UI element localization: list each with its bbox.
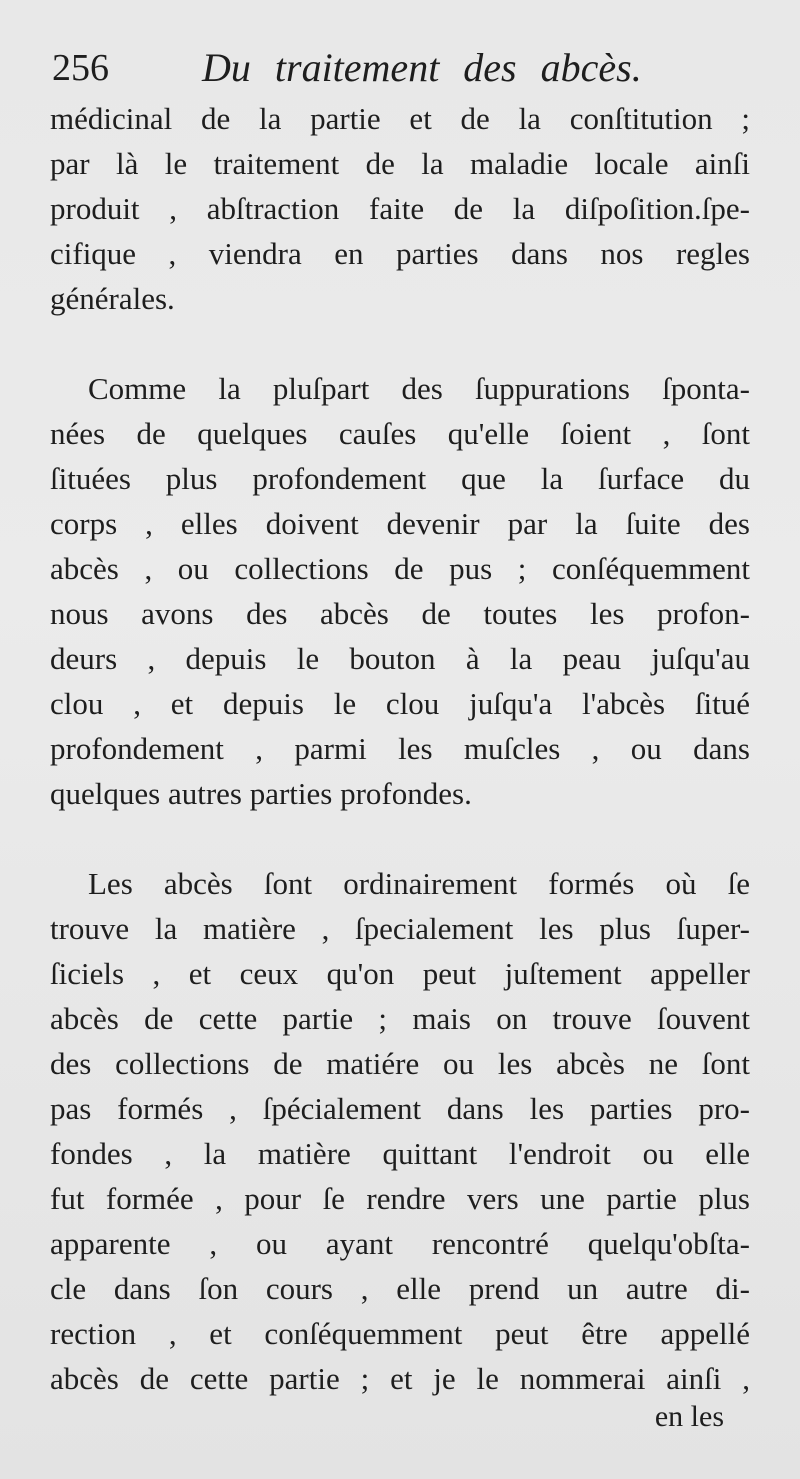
text-line: pas formés , ſpécialement dans les parties pro- bbox=[50, 1091, 750, 1126]
text-line: corps , elles doivent devenir par la ſuite des bbox=[50, 506, 750, 541]
text-line: nées de quelques cauſes qu'elle ſoient , ſont bbox=[50, 416, 750, 451]
paragraph-2 bbox=[50, 366, 750, 816]
paragraph-3 bbox=[50, 861, 750, 1401]
text-line: fondes , la matière quittant l'endroit ou elle bbox=[50, 1136, 750, 1171]
text-line: médicinal de la partie et de la conſtitution ; bbox=[50, 101, 750, 136]
page-header bbox=[52, 40, 740, 100]
text-line: cifique , viendra en parties dans nos regles bbox=[50, 236, 750, 271]
text-line: abcès , ou collections de pus ; conſéquemment bbox=[50, 551, 750, 586]
catchword: en les bbox=[654, 1400, 724, 1433]
text-line: trouve la matière , ſpecialement les plus ſuper- bbox=[50, 911, 750, 946]
text-line: ſituées plus profondement que la ſurface du bbox=[50, 461, 750, 496]
paragraph-gap bbox=[50, 816, 750, 861]
text-line: abcès de cette partie ; mais on trouve ſouvent bbox=[50, 1001, 750, 1036]
text-line: produit , abſtraction faite de la diſpoſition.ſpe- bbox=[50, 191, 750, 226]
paragraph-1 bbox=[50, 96, 750, 321]
text-line: nous avons des abcès de toutes les profon- bbox=[50, 596, 750, 631]
text-line: abcès de cette partie ; et je le nommerai ainſi , bbox=[50, 1361, 750, 1396]
text-line: clou , et depuis le clou juſqu'a l'abcès ſitué bbox=[50, 686, 750, 721]
page-number: 256 bbox=[52, 47, 109, 89]
text-line: rection , et conſéquemment peut être appellé bbox=[50, 1316, 750, 1351]
text-line: générales. bbox=[50, 281, 175, 316]
text-line: deurs , depuis le bouton à la peau juſqu'au bbox=[50, 641, 750, 676]
text-line: Les abcès ſont ordinairement formés où ſe bbox=[88, 866, 750, 901]
text-line: apparente , ou ayant rencontré quelqu'obſta- bbox=[50, 1226, 750, 1261]
paragraph-gap bbox=[50, 321, 750, 366]
text-line: cle dans ſon cours , elle prend un autre di- bbox=[50, 1271, 750, 1306]
body-text bbox=[50, 96, 750, 1401]
text-line: par là le traitement de la maladie locale ainſi bbox=[50, 146, 750, 181]
text-line: Comme la pluſpart des ſuppurations ſponta- bbox=[88, 371, 750, 406]
text-line: ſiciels , et ceux qu'on peut juſtement appeller bbox=[50, 956, 750, 991]
running-title: Du traitement des abcès. bbox=[202, 45, 642, 90]
text-line: fut formée , pour ſe rendre vers une partie plus bbox=[50, 1181, 750, 1216]
text-line: quelques autres parties profondes. bbox=[50, 776, 472, 811]
text-line: des collections de matiére ou les abcès ne ſont bbox=[50, 1046, 750, 1081]
text-line: profondement , parmi les muſcles , ou dans bbox=[50, 731, 750, 766]
